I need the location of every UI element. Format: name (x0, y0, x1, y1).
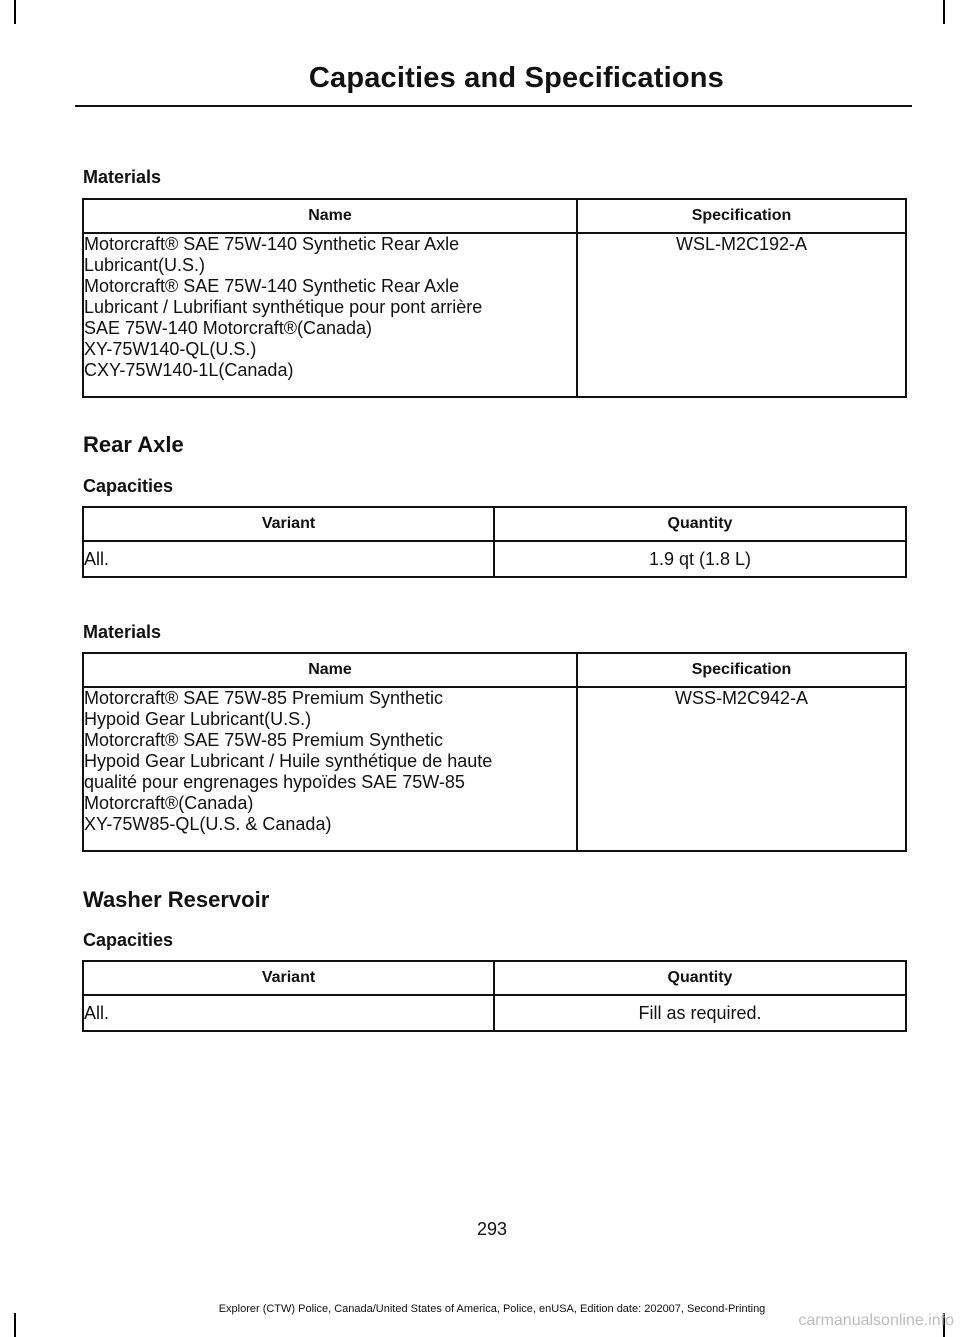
table-row (83, 541, 906, 577)
specification-cell: WSS-M2C942-A (577, 687, 906, 851)
column-header-quantity: Quantity (494, 507, 906, 541)
material-name-line: Lubricant(U.S.) (84, 255, 206, 275)
material-name-cell (83, 687, 577, 851)
material-name-line: Lubricant / Lubrifiant synthétique pour pont arrière (84, 297, 483, 317)
material-name-line: Motorcraft®(Canada) (84, 793, 254, 813)
material-name-line: XY-75W140-QL(U.S.) (84, 339, 257, 359)
material-name-line: Hypoid Gear Lubricant / Huile synthétique de haute (84, 751, 493, 771)
title-divider (75, 105, 912, 107)
table-header-row (83, 961, 906, 995)
washer-reservoir-capacities-heading: Capacities (83, 930, 174, 950)
material-name-line: qualité pour engrenages hypoïdes SAE 75W-85 (84, 772, 465, 792)
specification-cell: WSL-M2C192-A (577, 233, 906, 397)
crop-mark-bottom-left (14, 1313, 16, 1337)
table-row (83, 687, 906, 851)
table-header-row (83, 199, 906, 233)
material-name-line: CXY-75W140-1L(Canada) (84, 360, 294, 380)
washer-reservoir-heading: Washer Reservoir (83, 887, 270, 912)
crop-mark-top-right (943, 0, 945, 24)
table-header-row (83, 507, 906, 541)
column-header-variant: Variant (83, 507, 494, 541)
rear-axle-materials-heading: Materials (83, 622, 162, 642)
table-row (83, 995, 906, 1031)
column-header-variant: Variant (83, 961, 494, 995)
materials-heading: Materials (83, 167, 162, 187)
watermark: carmanualsonline.info (798, 1312, 954, 1329)
column-header-specification: Specification (577, 653, 906, 687)
crop-mark-top-left (14, 0, 16, 24)
material-name-line: Hypoid Gear Lubricant(U.S.) (84, 709, 312, 729)
column-header-specification: Specification (577, 199, 906, 233)
page-title: Capacities and Specifications (308, 62, 724, 94)
table-header-row (83, 653, 906, 687)
materials-table (82, 198, 907, 398)
column-header-name: Name (83, 653, 577, 687)
material-name-line: Motorcraft® SAE 75W-85 Premium Synthetic (84, 730, 444, 750)
variant-cell: All. (83, 995, 494, 1031)
material-name-cell (83, 233, 577, 397)
column-header-quantity: Quantity (494, 961, 906, 995)
rear-axle-materials-table (82, 652, 907, 852)
column-header-name: Name (83, 199, 577, 233)
rear-axle-capacities-heading: Capacities (83, 476, 174, 496)
table-row (83, 233, 906, 397)
quantity-cell: 1.9 qt (1.8 L) (494, 541, 906, 577)
material-name-line: Motorcraft® SAE 75W-140 Synthetic Rear Axle (84, 276, 460, 296)
material-name-line: Motorcraft® SAE 75W-140 Synthetic Rear Axle (84, 234, 460, 254)
variant-cell: All. (83, 541, 494, 577)
material-name-line: Motorcraft® SAE 75W-85 Premium Synthetic (84, 688, 444, 708)
page-number: 293 (476, 1219, 508, 1239)
rear-axle-heading: Rear Axle (83, 432, 184, 457)
material-name-line: XY-75W85-QL(U.S. & Canada) (84, 814, 332, 834)
edition-footer: Explorer (CTW) Police, Canada/United States of America, Police, enUSA, Edition date: 202007, Second-Printing (218, 1303, 766, 1315)
rear-axle-capacities-table (82, 506, 907, 578)
material-name-line: SAE 75W-140 Motorcraft®(Canada) (84, 318, 373, 338)
washer-reservoir-capacities-table (82, 960, 907, 1032)
quantity-cell: Fill as required. (494, 995, 906, 1031)
